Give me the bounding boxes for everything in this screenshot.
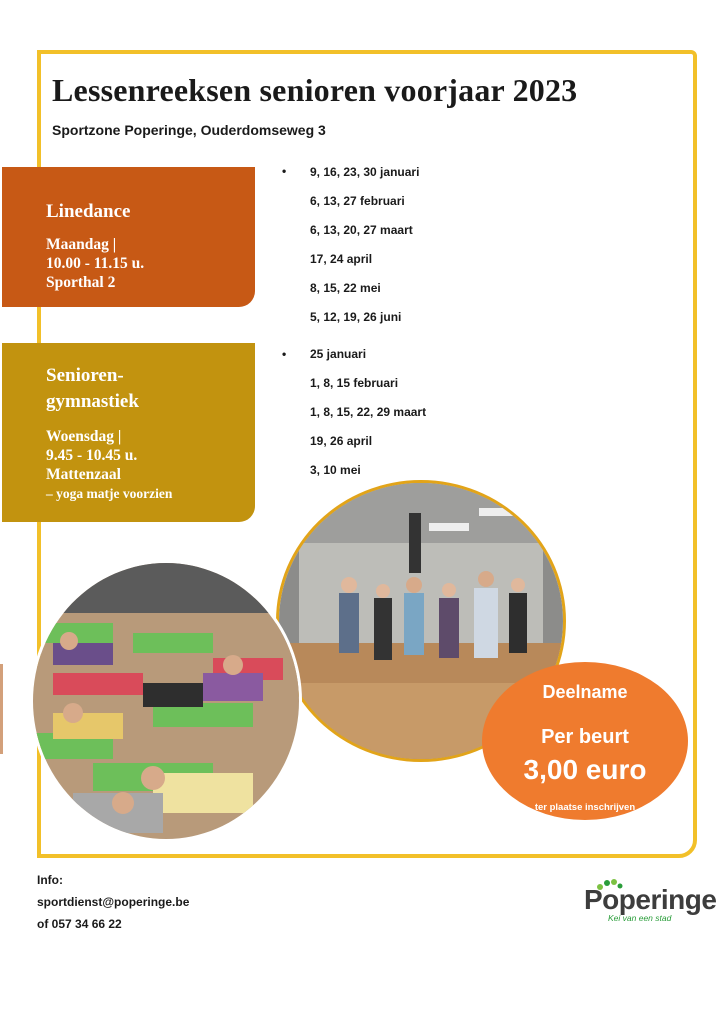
linedance-card: [2, 167, 255, 307]
bullet-icon: •: [282, 347, 287, 361]
poperinge-logo: [578, 878, 717, 928]
date-row: 19, 26 april: [310, 434, 373, 448]
gymnastiek-schedule: [46, 427, 172, 503]
date-row: 1, 8, 15 februari: [310, 376, 399, 390]
linedance-dates: [310, 165, 419, 339]
linedance-time: 10.00 - 11.15 u.: [46, 255, 145, 272]
logo-tagline: Kei van een stad: [608, 913, 672, 923]
date-row: 9, 16, 23, 30 januari: [310, 165, 420, 179]
linedance-schedule: [46, 235, 144, 292]
gymnastiek-dates: [310, 347, 426, 492]
location-subtitle: Sportzone Poperinge, Ouderdomseweg 3: [52, 122, 326, 138]
date-row: 8, 15, 22 mei: [310, 281, 381, 295]
date-row: 3, 10 mei: [310, 463, 361, 477]
price-note: ter plaatse inschrijven: [534, 802, 636, 813]
linedance-venue: Sporthal 2: [46, 274, 116, 291]
date-row: 6, 13, 20, 27 maart: [310, 223, 413, 237]
contact-info: [37, 872, 189, 938]
price-badge: [482, 662, 688, 820]
linedance-day: Maandag |: [46, 236, 117, 253]
date-row: 17, 24 april: [310, 252, 373, 266]
class-name-line: Senioren-: [46, 365, 124, 386]
seniorengymnastiek-card: [2, 343, 255, 522]
gymnastiek-time: 9.45 - 10.45 u.: [46, 447, 138, 464]
page-title: Lessenreeksen senioren voorjaar 2023: [52, 72, 578, 108]
email-link[interactable]: sportdienst@poperinge.be: [37, 895, 190, 909]
phone-number: of 057 34 66 22: [37, 917, 122, 931]
date-row: 25 januari: [310, 347, 367, 361]
gymnastiek-venue: Mattenzaal: [46, 466, 121, 483]
info-label: Info:: [37, 873, 63, 887]
edge-mark: [0, 664, 3, 754]
bullet-icon: •: [282, 164, 287, 178]
date-row: 6, 13, 27 februari: [310, 194, 405, 208]
gymnastiek-day: Woensdag |: [46, 428, 122, 445]
price-per: Per beurt: [541, 726, 629, 748]
date-row: 1, 8, 15, 22, 29 maart: [310, 405, 427, 419]
date-row: 5, 12, 19, 26 juni: [310, 310, 402, 324]
class-name-gymnastiek: [46, 363, 139, 415]
class-name-line: gymnastiek: [46, 391, 139, 412]
class-name-linedance: Linedance: [46, 201, 131, 222]
gymnastiek-photo: [30, 560, 302, 842]
price-amount: 3,00 euro: [523, 754, 647, 785]
logo-wordmark: Poperinge: [584, 884, 717, 915]
price-label: Deelname: [542, 682, 628, 702]
gymnastiek-note: – yoga matje voorzien: [46, 486, 173, 501]
